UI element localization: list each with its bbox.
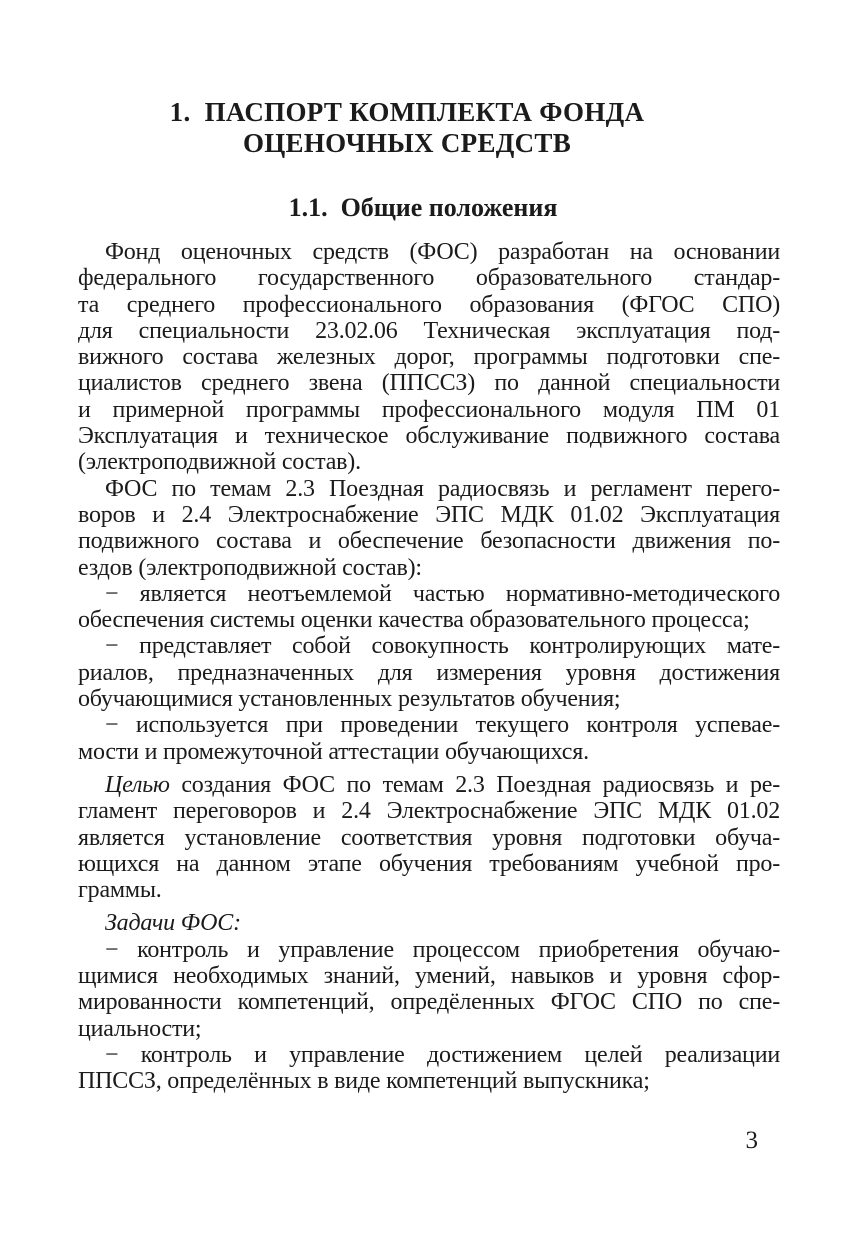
bullet-item-1 (78, 581, 780, 634)
page-number: 3 (745, 1127, 758, 1154)
text-line: Задачи ФОС: (105, 910, 241, 937)
paragraph-fos-topics (78, 476, 780, 581)
chapter-heading-line1: 1. ПАСПОРТ КОМПЛЕКТА ФОНДА (169, 97, 645, 127)
text-line: мости и промежуточной аттестации обучающихся. (78, 738, 589, 765)
text-line: и примерной программы профессионального модуля ПМ 01 (78, 396, 780, 423)
text-line: Фонд оценочных средств (ФОС) разработан на основании (105, 239, 780, 265)
paragraph-intro (78, 239, 780, 476)
text-line: та среднего профессионального образования (ФГОС СПО) (78, 291, 780, 318)
text-line: ФОС по темам 2.3 Поездная радиосвязь и регламент перего- (105, 475, 780, 502)
bullet-item-2 (78, 633, 780, 712)
text-line: щимися необходимых знаний, умений, навыков и уровня сфор- (78, 963, 780, 990)
text-line: Эксплуатация и техническое обслуживание подвижного состава (78, 423, 780, 450)
page-content (78, 97, 780, 1095)
bullet-item-3 (78, 712, 780, 765)
text-line: ППССЗ, определённых в виде компетенций выпускника; (78, 1068, 650, 1095)
text-line: − является неотъемлемой частью нормативно-методического (105, 580, 780, 607)
text-line: ющихся на данном этапе обучения требованиям учебной про- (78, 850, 780, 877)
paragraph-tasks-label (78, 910, 780, 936)
text-line: граммы. (78, 877, 162, 904)
section-heading: 1.1. Общие положения (288, 193, 558, 222)
text-line: для специальности 23.02.06 Техническая эксплуатация под- (78, 317, 780, 344)
text-line: циалистов среднего звена (ППССЗ) по данной специальности (78, 370, 780, 397)
text-line: подвижного состава и обеспечение безопасности движения по- (78, 528, 780, 555)
text-line: является установление соответствия уровня подготовки обуча- (78, 824, 780, 851)
text-line: федерального государственного образовательного стандар- (78, 265, 780, 292)
body-text (78, 239, 780, 1095)
bullet-task-1 (78, 937, 780, 1042)
chapter-heading-line2: ОЦЕНОЧНЫХ СРЕДСТВ (242, 128, 572, 158)
chapter-heading (56, 97, 758, 159)
text-line: ездов (электроподвижной состав): (78, 554, 422, 581)
goal-lead-rest: создания ФОС по темам 2.3 Поездная радиосвязь и ре- (169, 771, 780, 798)
text-line: − используется при проведении текущего контроля успевае- (105, 712, 780, 739)
text-line: − контроль и управление процессом приобретения обучаю- (105, 936, 780, 963)
text-line: − контроль и управление достижением целей реализации (105, 1041, 780, 1068)
text-line: вижного состава железных дорог, программы подготовки спе- (78, 344, 780, 371)
goal-lead-italic: Целью (105, 771, 170, 798)
bullet-task-2 (78, 1042, 780, 1095)
text-line: циальности; (78, 1015, 202, 1042)
paragraph-goal (78, 772, 780, 903)
text-line (78, 772, 780, 798)
text-line: мированности компетенций, опредёленных ФГОС СПО по спе- (78, 989, 780, 1016)
text-line: риалов, предназначенных для измерения уровня достижения (78, 659, 780, 686)
text-line: обеспечения системы оценки качества образовательного процесса; (78, 607, 750, 634)
text-line: гламент переговоров и 2.4 Электроснабжение ЭПС МДК 01.02 (78, 798, 780, 825)
text-line: (электроподвижной состав). (78, 449, 361, 476)
text-line: − представляет собой совокупность контролирующих мате- (105, 633, 780, 660)
text-line: воров и 2.4 Электроснабжение ЭПС МДК 01.02 Эксплуатация (78, 501, 780, 528)
text-line: обучающимися установленных результатов обучения; (78, 686, 621, 713)
